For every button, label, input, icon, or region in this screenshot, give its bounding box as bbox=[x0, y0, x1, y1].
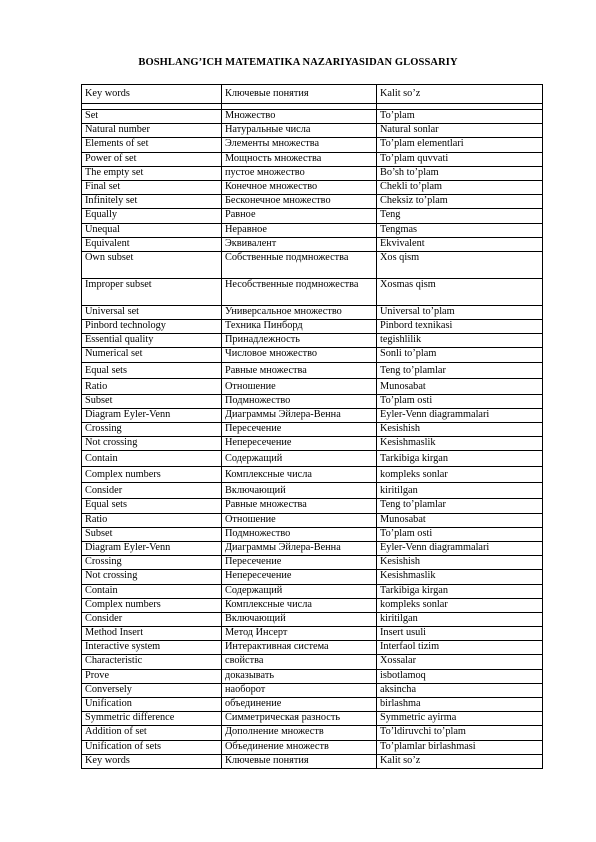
term-russian: доказывать bbox=[222, 669, 377, 683]
term-russian: Содержащий bbox=[222, 451, 377, 467]
term-uzbek: kompleks sonlar bbox=[377, 598, 543, 612]
term-english: Diagram Eyler-Venn bbox=[82, 408, 222, 422]
table-row bbox=[82, 627, 543, 641]
term-russian: Множество bbox=[222, 110, 377, 124]
term-russian: Содержащий bbox=[222, 584, 377, 598]
table-row bbox=[82, 683, 543, 697]
table-row bbox=[82, 726, 543, 740]
term-russian: Конечное множество bbox=[222, 180, 377, 194]
term-english: Contain bbox=[82, 584, 222, 598]
table-row bbox=[82, 423, 543, 437]
term-uzbek: Xosmas qism bbox=[377, 278, 543, 305]
term-english: Not crossing bbox=[82, 437, 222, 451]
term-uzbek: Natural sonlar bbox=[377, 124, 543, 138]
table-row bbox=[82, 209, 543, 223]
term-english: Equivalent bbox=[82, 237, 222, 251]
term-russian: объединение bbox=[222, 698, 377, 712]
term-russian: Объединение множеств bbox=[222, 740, 377, 754]
term-english: Characteristic bbox=[82, 655, 222, 669]
table-row bbox=[82, 513, 543, 527]
term-russian: Непересечение bbox=[222, 437, 377, 451]
term-english: Consider bbox=[82, 483, 222, 499]
term-uzbek: To’plam bbox=[377, 110, 543, 124]
term-uzbek: kiritilgan bbox=[377, 612, 543, 626]
table-row bbox=[82, 251, 543, 278]
header-uzbek: Kalit so’z bbox=[377, 85, 543, 104]
table-row bbox=[82, 223, 543, 237]
document-title: BOSHLANG’ICH MATEMATIKA NAZARIYASIDAN GLOSSARIY bbox=[138, 57, 458, 68]
term-uzbek: Teng bbox=[377, 209, 543, 223]
term-uzbek: Tengmas bbox=[377, 223, 543, 237]
term-russian: Равное bbox=[222, 209, 377, 223]
term-russian: Подмножество bbox=[222, 394, 377, 408]
term-russian: Комплексные числа bbox=[222, 598, 377, 612]
term-russian: Неравное bbox=[222, 223, 377, 237]
term-russian: Пересечение bbox=[222, 556, 377, 570]
term-uzbek: aksincha bbox=[377, 683, 543, 697]
table-row bbox=[82, 541, 543, 555]
table-row bbox=[82, 348, 543, 362]
table-row bbox=[82, 378, 543, 394]
term-uzbek: Eyler-Venn diagrammalari bbox=[377, 541, 543, 555]
term-english: Unification of sets bbox=[82, 740, 222, 754]
term-russian: Натуральные числа bbox=[222, 124, 377, 138]
term-english: Crossing bbox=[82, 423, 222, 437]
term-uzbek: Insert usuli bbox=[377, 627, 543, 641]
term-english: Crossing bbox=[82, 556, 222, 570]
term-uzbek: Tarkibiga kirgan bbox=[377, 451, 543, 467]
term-english: Elements of set bbox=[82, 138, 222, 152]
term-russian: Диаграммы Эйлера-Венна bbox=[222, 541, 377, 555]
term-uzbek: kiritilgan bbox=[377, 483, 543, 499]
term-uzbek: Xos qism bbox=[377, 251, 543, 278]
term-russian: Собственные подмножества bbox=[222, 251, 377, 278]
header-english: Key words bbox=[82, 85, 222, 104]
table-row bbox=[82, 320, 543, 334]
term-russian: Равные множества bbox=[222, 362, 377, 378]
term-uzbek: birlashma bbox=[377, 698, 543, 712]
term-russian: наоборот bbox=[222, 683, 377, 697]
term-uzbek: Chekli to’plam bbox=[377, 180, 543, 194]
term-uzbek: Tarkibiga kirgan bbox=[377, 584, 543, 598]
term-uzbek: Eyler-Venn diagrammalari bbox=[377, 408, 543, 422]
glossary-table bbox=[81, 84, 543, 769]
table-row bbox=[82, 499, 543, 513]
term-uzbek: To’ldiruvchi to’plam bbox=[377, 726, 543, 740]
term-uzbek: isbotlamoq bbox=[377, 669, 543, 683]
table-row bbox=[82, 467, 543, 483]
term-uzbek: tegishlilik bbox=[377, 334, 543, 348]
term-russian: Включающий bbox=[222, 612, 377, 626]
term-uzbek: Kesishmaslik bbox=[377, 437, 543, 451]
term-uzbek: To’plam quvvati bbox=[377, 152, 543, 166]
term-russian: Мощность множества bbox=[222, 152, 377, 166]
table-row bbox=[82, 754, 543, 768]
term-russian: Дополнение множеств bbox=[222, 726, 377, 740]
term-russian: Несобственные подмножества bbox=[222, 278, 377, 305]
term-english: Universal set bbox=[82, 305, 222, 319]
term-uzbek: Interfaol tizim bbox=[377, 641, 543, 655]
term-uzbek: Teng to’plamlar bbox=[377, 499, 543, 513]
term-english: Contain bbox=[82, 451, 222, 467]
term-english: Equally bbox=[82, 209, 222, 223]
term-english: Diagram Eyler-Venn bbox=[82, 541, 222, 555]
term-uzbek: Pinbord texnikasi bbox=[377, 320, 543, 334]
term-uzbek: Kesishish bbox=[377, 556, 543, 570]
term-english: Prove bbox=[82, 669, 222, 683]
table-row bbox=[82, 598, 543, 612]
table-row bbox=[82, 712, 543, 726]
term-uzbek: kompleks sonlar bbox=[377, 467, 543, 483]
table-row bbox=[82, 641, 543, 655]
table-row bbox=[82, 394, 543, 408]
table-row bbox=[82, 110, 543, 124]
table-row bbox=[82, 655, 543, 669]
term-russian: Элементы множества bbox=[222, 138, 377, 152]
term-russian: Подмножество bbox=[222, 527, 377, 541]
term-russian: Непересечение bbox=[222, 570, 377, 584]
table-row bbox=[82, 451, 543, 467]
term-english: Complex numbers bbox=[82, 598, 222, 612]
term-english: Unification bbox=[82, 698, 222, 712]
term-english: Unequal bbox=[82, 223, 222, 237]
term-uzbek: To’plam elementlari bbox=[377, 138, 543, 152]
term-uzbek: Munosabat bbox=[377, 513, 543, 527]
term-english: Symmetric difference bbox=[82, 712, 222, 726]
table-row bbox=[82, 740, 543, 754]
term-english: Equal sets bbox=[82, 499, 222, 513]
table-row bbox=[82, 408, 543, 422]
term-uzbek: Kesishish bbox=[377, 423, 543, 437]
term-english: Own subset bbox=[82, 251, 222, 278]
term-english: Natural number bbox=[82, 124, 222, 138]
term-uzbek: Ekvivalent bbox=[377, 237, 543, 251]
term-russian: Включающий bbox=[222, 483, 377, 499]
term-english: Complex numbers bbox=[82, 467, 222, 483]
term-english: Ratio bbox=[82, 378, 222, 394]
term-uzbek: To’plamlar birlashmasi bbox=[377, 740, 543, 754]
term-english: Interactive system bbox=[82, 641, 222, 655]
table-row bbox=[82, 166, 543, 180]
term-english: Subset bbox=[82, 394, 222, 408]
term-russian: Отношение bbox=[222, 378, 377, 394]
term-russian: Бесконечное множество bbox=[222, 195, 377, 209]
term-russian: Техника Пинборд bbox=[222, 320, 377, 334]
term-english: Consider bbox=[82, 612, 222, 626]
table-row bbox=[82, 483, 543, 499]
term-uzbek: Munosabat bbox=[377, 378, 543, 394]
table-row bbox=[82, 669, 543, 683]
term-uzbek: Teng to’plamlar bbox=[377, 362, 543, 378]
table-row bbox=[82, 437, 543, 451]
term-english: Essential quality bbox=[82, 334, 222, 348]
term-russian: Числовое множество bbox=[222, 348, 377, 362]
term-english: Power of set bbox=[82, 152, 222, 166]
table-header-row bbox=[82, 85, 543, 104]
term-russian: Диаграммы Эйлера-Венна bbox=[222, 408, 377, 422]
table-row bbox=[82, 124, 543, 138]
term-english: Conversely bbox=[82, 683, 222, 697]
header-russian: Ключевые понятия bbox=[222, 85, 377, 104]
term-english: Addition of set bbox=[82, 726, 222, 740]
table-row bbox=[82, 195, 543, 209]
term-russian: Ключевые понятия bbox=[222, 754, 377, 768]
term-russian: Метод Инсерт bbox=[222, 627, 377, 641]
term-uzbek: Symmetric ayirma bbox=[377, 712, 543, 726]
term-english: Subset bbox=[82, 527, 222, 541]
table-row bbox=[82, 698, 543, 712]
table-row bbox=[82, 556, 543, 570]
term-english: Improper subset bbox=[82, 278, 222, 305]
term-english: Pinbord technology bbox=[82, 320, 222, 334]
term-russian: Универсальное множество bbox=[222, 305, 377, 319]
table-row bbox=[82, 334, 543, 348]
term-english: Set bbox=[82, 110, 222, 124]
term-uzbek: Sonli to’plam bbox=[377, 348, 543, 362]
term-english: Infinitely set bbox=[82, 195, 222, 209]
term-russian: Интерактивная система bbox=[222, 641, 377, 655]
term-russian: Равные множества bbox=[222, 499, 377, 513]
term-uzbek: To’plam osti bbox=[377, 394, 543, 408]
term-uzbek: Kalit so’z bbox=[377, 754, 543, 768]
term-russian: пустое множество bbox=[222, 166, 377, 180]
table-row bbox=[82, 305, 543, 319]
term-uzbek: Kesishmaslik bbox=[377, 570, 543, 584]
table-row bbox=[82, 570, 543, 584]
term-uzbek: Bo’sh to’plam bbox=[377, 166, 543, 180]
term-russian: Эквивалент bbox=[222, 237, 377, 251]
term-russian: Комплексные числа bbox=[222, 467, 377, 483]
term-english: The empty set bbox=[82, 166, 222, 180]
table-row bbox=[82, 237, 543, 251]
term-uzbek: To’plam osti bbox=[377, 527, 543, 541]
term-russian: Принадлежность bbox=[222, 334, 377, 348]
table-row bbox=[82, 278, 543, 305]
term-english: Equal sets bbox=[82, 362, 222, 378]
table-row bbox=[82, 612, 543, 626]
table-row bbox=[82, 138, 543, 152]
term-russian: Отношение bbox=[222, 513, 377, 527]
term-russian: свойства bbox=[222, 655, 377, 669]
table-row bbox=[82, 527, 543, 541]
term-uzbek: Universal to’plam bbox=[377, 305, 543, 319]
table-row bbox=[82, 584, 543, 598]
term-english: Final set bbox=[82, 180, 222, 194]
term-uzbek: Xossalar bbox=[377, 655, 543, 669]
term-english: Method Insert bbox=[82, 627, 222, 641]
term-russian: Симметрическая разность bbox=[222, 712, 377, 726]
term-english: Ratio bbox=[82, 513, 222, 527]
table-row bbox=[82, 362, 543, 378]
term-uzbek: Cheksiz to’plam bbox=[377, 195, 543, 209]
term-russian: Пересечение bbox=[222, 423, 377, 437]
table-row bbox=[82, 180, 543, 194]
term-english: Key words bbox=[82, 754, 222, 768]
term-english: Not crossing bbox=[82, 570, 222, 584]
table-row bbox=[82, 152, 543, 166]
term-english: Numerical set bbox=[82, 348, 222, 362]
